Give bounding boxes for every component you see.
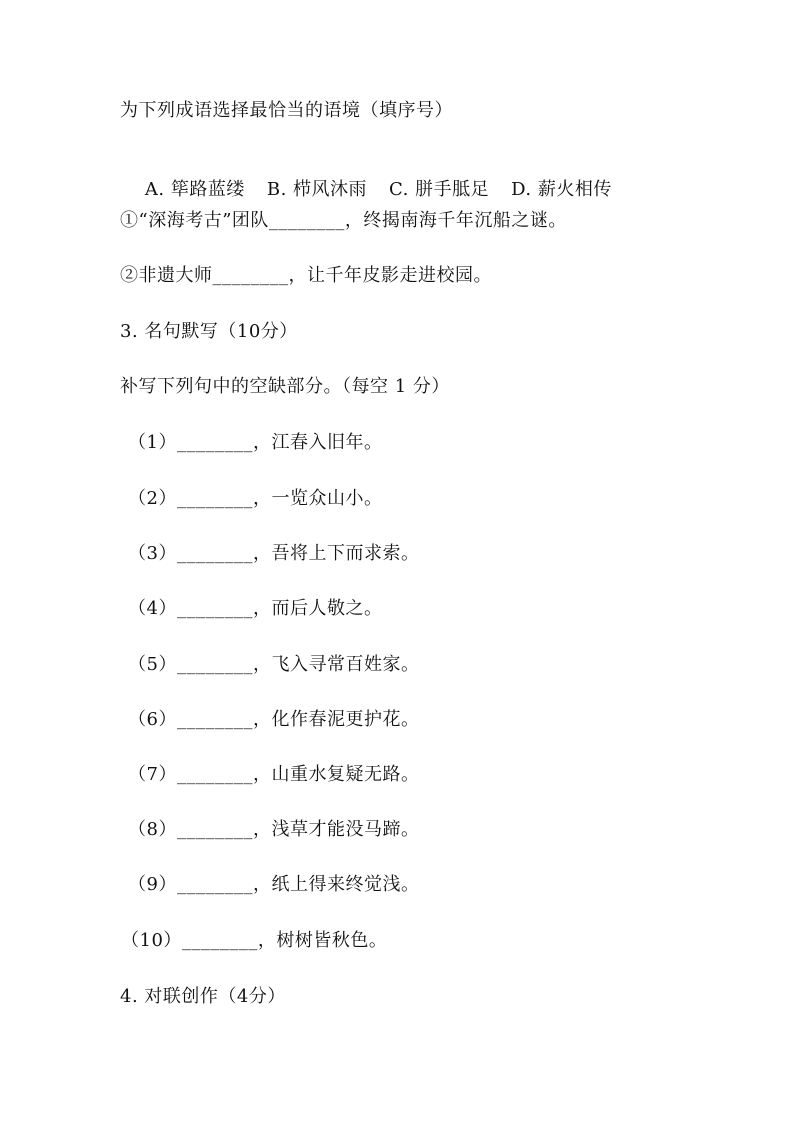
quote-item-3: （3）________，吾将上下而求索。 (128, 543, 420, 564)
option-d: D. 薪火相传 (511, 179, 612, 200)
quote-item-6: （6）________，化作春泥更护花。 (128, 709, 420, 730)
option-b: B. 栉风沐雨 (266, 179, 368, 200)
section-3-instruction: 补写下列句中的空缺部分。（每空 1 分） (120, 376, 450, 397)
idiom-sentence-1: ①“深海考古”团队________，终揭南海千年沉船之谜。 (120, 210, 567, 231)
option-c: C. 胼手胝足 (389, 179, 490, 200)
idiom-instruction: 为下列成语选择最恰当的语境（填序号） (120, 100, 453, 121)
quote-item-7: （7）________，山重水复疑无路。 (128, 764, 420, 785)
section-3-title: 3. 名句默写（10分） (120, 321, 298, 342)
quote-item-1: （1）________，江春入旧年。 (128, 432, 383, 453)
quote-item-2: （2）________，一览众山小。 (128, 488, 383, 509)
quote-item-5: （5）________，飞入寻常百姓家。 (128, 654, 420, 675)
quote-item-10: （10）________，树树皆秋色。 (121, 930, 388, 951)
quote-item-4: （4）________，而后人敬之。 (128, 598, 383, 619)
option-a: A. 筚路蓝缕 (144, 179, 245, 200)
quote-item-9: （9）________，纸上得来终觉浅。 (128, 874, 420, 895)
section-4-title: 4. 对联创作（4分） (120, 986, 286, 1007)
quote-item-8: （8）________，浅草才能没马蹄。 (128, 819, 420, 840)
idiom-sentence-2: ②非遗大师________，让千年皮影走进校园。 (120, 265, 492, 286)
